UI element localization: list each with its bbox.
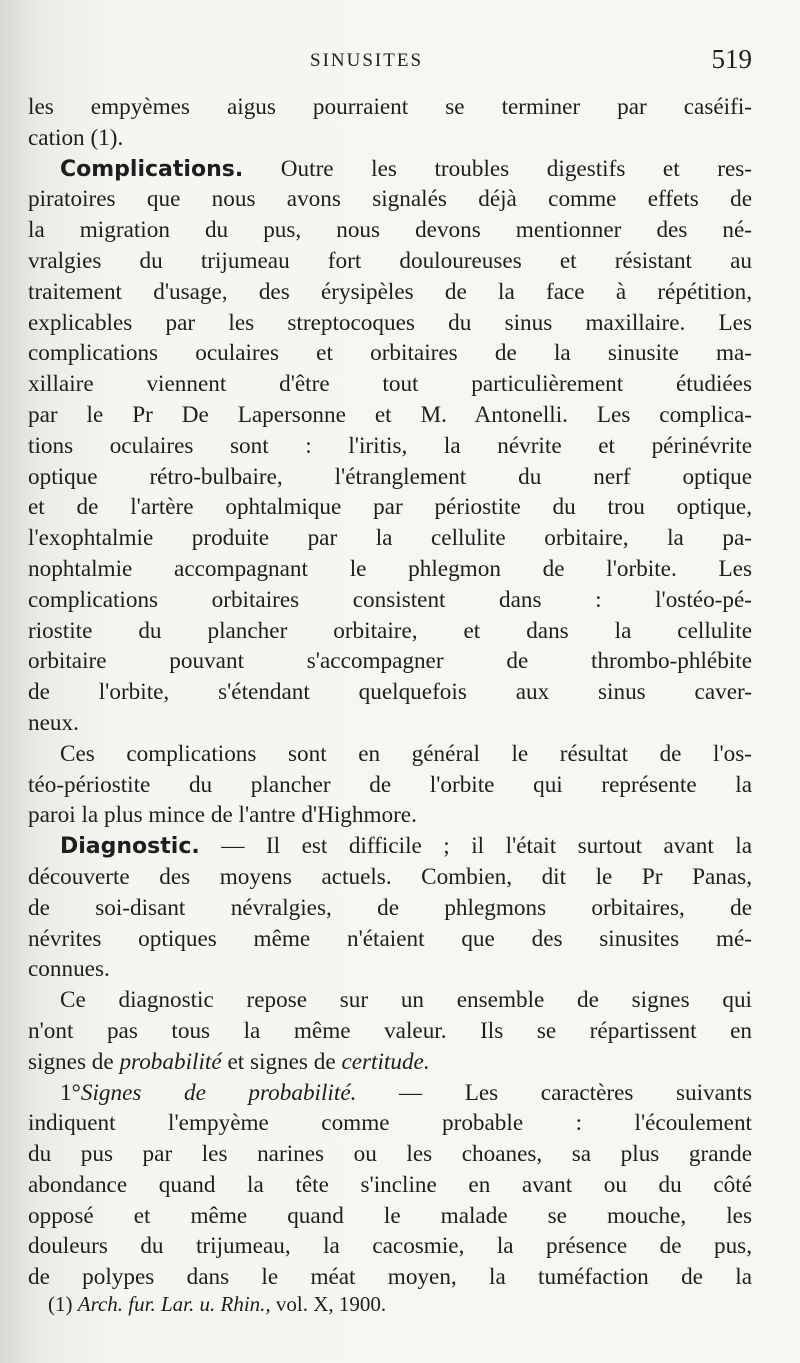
text-line: tions oculaires sont : l'iritis, la névrite et périnévrite	[28, 432, 752, 459]
running-title: SINUSITES	[310, 50, 424, 71]
text-line-signes: signes de probabilité et signes de certitude.	[28, 1048, 430, 1075]
footnote-source: Arch. fur. Lar. u. Rhin.,	[77, 1292, 271, 1316]
text-line: complications oculaires et orbitaires de la sinusite ma-	[28, 340, 752, 367]
italic-term: certitude.	[341, 1048, 430, 1075]
page-header	[0, 44, 800, 84]
text-line: cation (1).	[28, 124, 124, 151]
text-line: riostite du plancher orbitaire, et dans la cellulite	[28, 617, 752, 644]
italic-term: probabilité	[119, 1048, 222, 1075]
text-line: xillaire viennent d'être tout particulièrement étudiées	[28, 371, 752, 398]
text-line: du pus par les narines ou les choanes, sa plus grande	[28, 1141, 752, 1168]
text-line: connues.	[28, 956, 110, 983]
text-line: la migration du pus, nous devons mentionner des né-	[28, 217, 752, 244]
body-text	[28, 92, 752, 1293]
text-line-probabilite: 1°Signes de probabilité. — Les caractères suivants	[60, 1079, 752, 1106]
section-heading-diagnostic: Diagnostic.	[60, 834, 200, 860]
italic-subheading: Signes de probabilité.	[80, 1079, 357, 1106]
text-line: et de l'artère ophtalmique par périostite du trou optique,	[28, 494, 752, 521]
text-line: piratoires que nous avons signalés déjà comme effets de	[28, 186, 752, 213]
text-line: Outre les troubles digestifs et res-	[280, 155, 752, 182]
text-line: de l'orbite, s'étendant quelquefois aux sinus caver-	[28, 679, 752, 706]
text-line: de soi-disant névralgies, de phlegmons orbitaires, de	[28, 894, 752, 921]
text-line: opposé et même quand le malade se mouche, les	[28, 1202, 752, 1229]
text-line: explicables par les streptocoques du sinus maxillaire. Les	[28, 309, 752, 336]
text-line: névrites optiques même n'étaient que des sinusites mé-	[28, 925, 752, 952]
text-line: — Il est difficile ; il l'était surtout avant la	[221, 833, 752, 860]
section-heading-complications: Complications.	[60, 156, 244, 182]
text-line: traitement d'usage, des érysipèles de la face à répétition,	[28, 278, 752, 305]
text-line: indiquent l'empyème comme probable : l'écoulement	[28, 1110, 752, 1137]
text-line: les empyèmes aigus pourraient se terminer par caséifi-	[28, 94, 752, 120]
paragraph-diagnostic	[28, 831, 752, 862]
text-line: Ces complications sont en général le résultat de l'os-	[60, 740, 752, 767]
footnote-rest: vol. X, 1900.	[275, 1292, 387, 1316]
text-line: nophtalmie accompagnant le phlegmon de l'orbite. Les	[28, 555, 752, 582]
text-line: n'ont pas tous la même valeur. Ils se répartissent en	[28, 1017, 752, 1044]
text-line: orbitaire pouvant s'accompagner de thrombo-phlébite	[28, 648, 752, 675]
footnote-marker: (1)	[48, 1292, 73, 1316]
text-line: par le Pr De Lapersonne et M. Antonelli. Les complica-	[28, 401, 752, 428]
text-line: complications orbitaires consistent dans : l'ostéo-pé-	[28, 586, 752, 613]
text-line: Ce diagnostic repose sur un ensemble de signes qui	[60, 987, 752, 1014]
text-line: vralgies du trijumeau fort douloureuses et résistant au	[28, 247, 752, 274]
text-line: douleurs du trijumeau, la cacosmie, la présence de pus,	[28, 1233, 752, 1260]
text-line: neux.	[28, 709, 79, 736]
page-number: 519	[711, 44, 752, 74]
footnote	[48, 1292, 386, 1317]
text-line: téo-périostite du plancher de l'orbite qui représente la	[28, 771, 752, 798]
text-line: l'exophtalmie produite par la cellulite orbitaire, la pa-	[28, 525, 752, 552]
text-line: abondance quand la tête s'incline en avant ou du côté	[28, 1171, 752, 1198]
text-line: paroi la plus mince de l'antre d'Highmore.	[28, 802, 417, 829]
text-line: découverte des moyens actuels. Combien, dit le Pr Panas,	[28, 863, 752, 890]
paragraph-complications	[28, 154, 752, 185]
text-line: de polypes dans le méat moyen, la tuméfaction de la	[28, 1264, 752, 1291]
text-line: optique rétro-bulbaire, l'étranglement du nerf optique	[28, 463, 752, 490]
